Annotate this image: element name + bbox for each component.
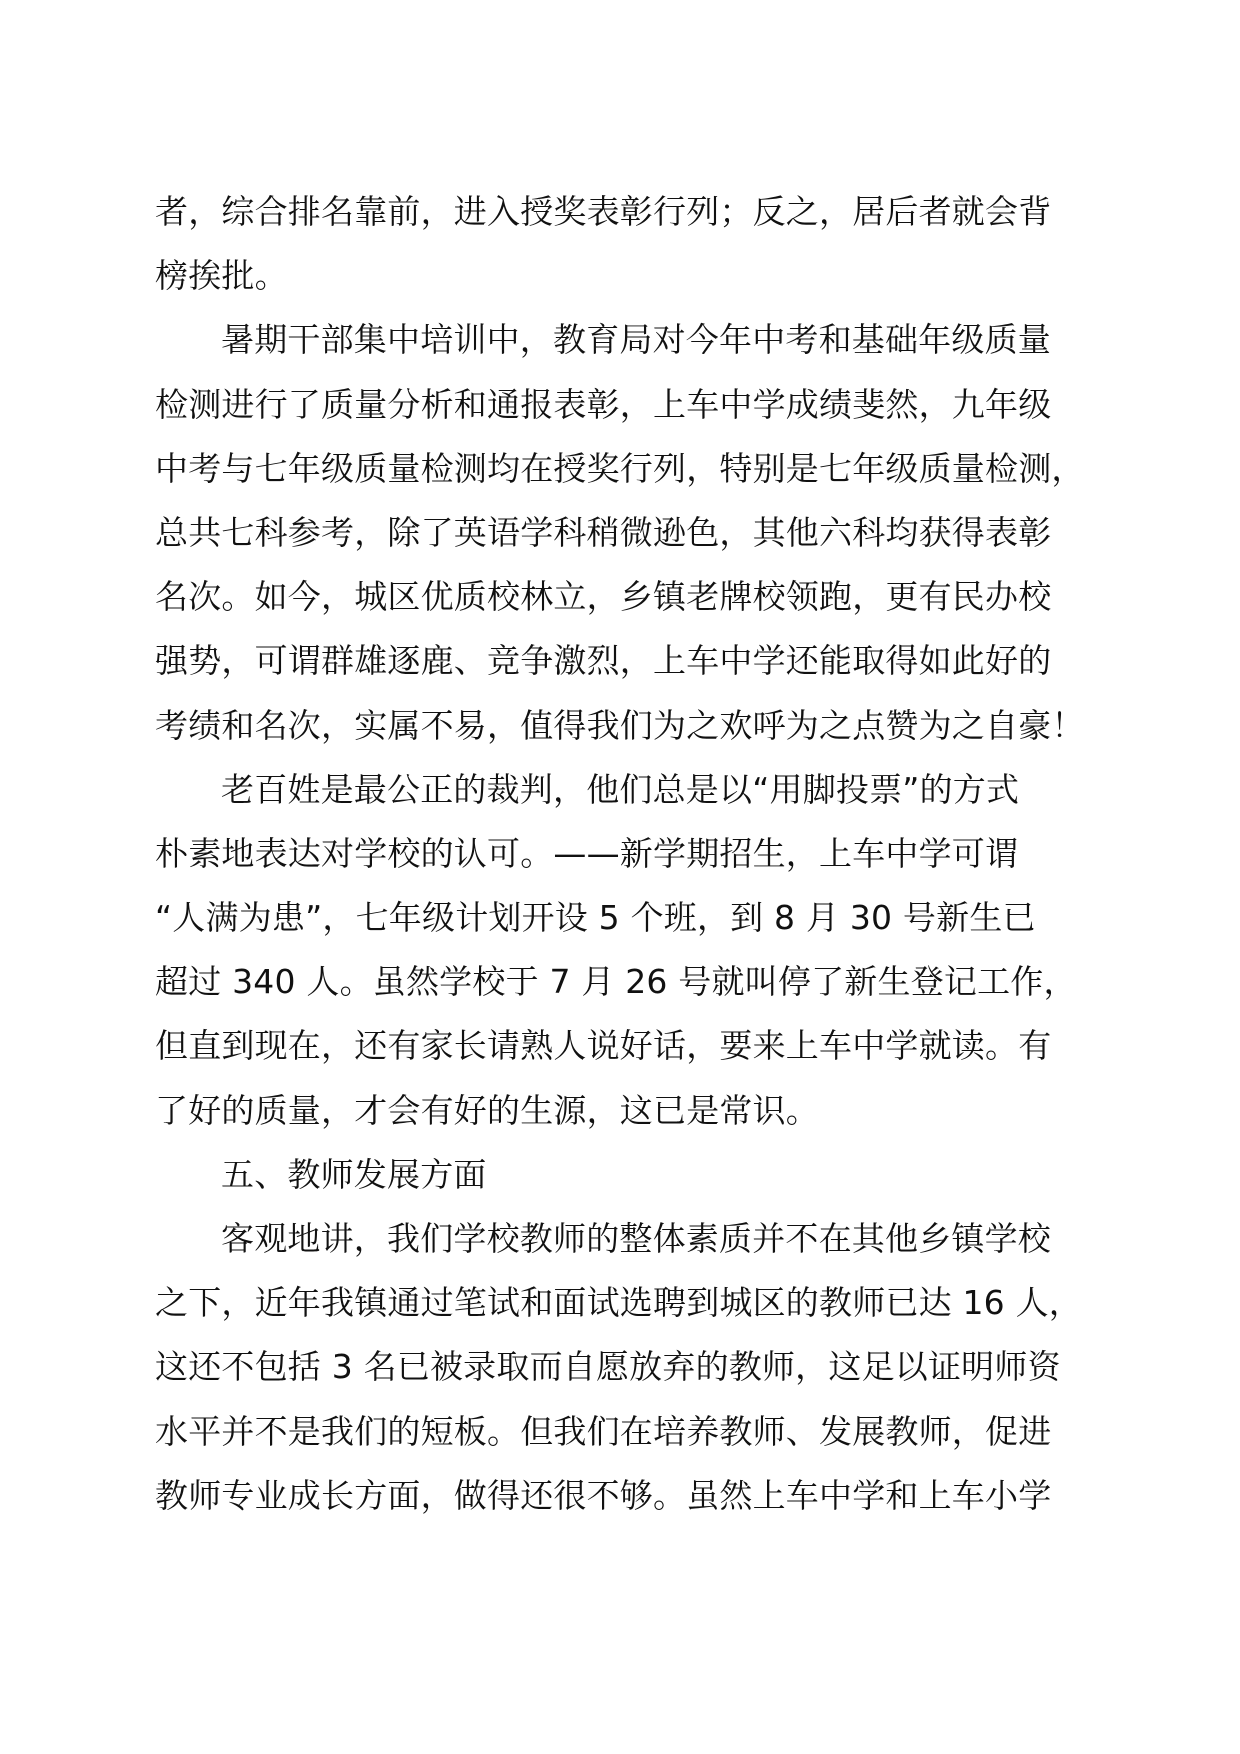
paragraph-start-line: 暑期干部集中培训中，教育局对今年中考和基础年级质量 — [221, 320, 1051, 360]
text-line: 这还不包括 3 名已被录取而自愿放弃的教师，这足以证明师资 — [155, 1347, 1061, 1387]
text-line: 名次。如今，城区优质校林立，乡镇老牌校领跑，更有民办校 — [155, 577, 1052, 617]
text-line: 中考与七年级质量检测均在授奖行列，特别是七年级质量检测， — [155, 448, 1085, 488]
body-text — [155, 180, 1095, 1528]
paragraph-start-line: 客观地讲，我们学校教师的整体素质并不在其他乡镇学校 — [221, 1219, 1051, 1258]
paragraph-start-line: 老百姓是最公正的裁判，他们总是以“用脚投票”的方式 — [221, 769, 1020, 809]
text-line: 教师专业成长方面，做得还很不够。虽然上车中学和上车小学 — [155, 1475, 1052, 1515]
text-line: 总共七科参考，除了英语学科稍微逊色，其他六科均获得表彰 — [155, 512, 1052, 552]
section-heading: 五、教师发展方面 — [221, 1154, 487, 1194]
text-line: 强势，可谓群雄逐鹿、竞争激烈，上车中学还能取得如此好的 — [155, 641, 1052, 681]
text-line: 考绩和名次，实属不易，值得我们为之欢呼为之点赞为之自豪！ — [155, 705, 1085, 745]
text-line: 者，综合排名靠前，进入授奖表彰行列；反之，居后者就会背 — [155, 192, 1052, 231]
text-line: 检测进行了质量分析和通报表彰，上车中学成绩斐然，九年级 — [155, 384, 1052, 424]
text-line: 榜挨批。 — [155, 256, 288, 296]
text-line: 水平并不是我们的短板。但我们在培养教师、发展教师，促进 — [155, 1411, 1052, 1451]
text-line: 之下，近年我镇通过笔试和面试选聘到城区的教师已达 16 人， — [155, 1283, 1082, 1323]
text-line: 超过 340 人。虽然学校于 7 月 26 号就叫停了新生登记工作， — [155, 962, 1077, 1002]
text-line: 朴素地表达对学校的认可。——新学期招生，上车中学可谓 — [155, 833, 1019, 873]
text-line: 但直到现在，还有家长请熟人说好话，要来上车中学就读。有 — [155, 1026, 1052, 1066]
text-line: 了好的质量，才会有好的生源，这已是常识。 — [155, 1090, 819, 1130]
text-line: “人满为患”，七年级计划开设 5 个班，到 8 月 30 号新生已 — [155, 898, 1036, 938]
